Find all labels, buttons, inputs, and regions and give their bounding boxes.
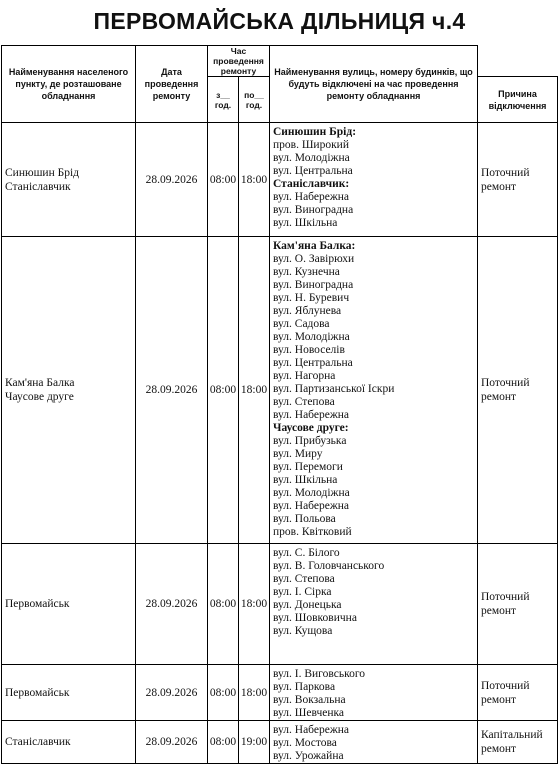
- reason-cell: [478, 544, 558, 665]
- date-cell: 28.09.2026: [136, 665, 208, 721]
- street-item: вул. Набережна: [273, 724, 350, 736]
- header-from: з__ год.: [208, 77, 239, 123]
- to-cell: 18:00: [239, 665, 270, 721]
- locality-heading: Чаусове друге:: [273, 422, 349, 434]
- locality-name: Чаусове друге: [5, 391, 74, 403]
- from-cell: 08:00: [208, 123, 239, 237]
- locality-cell: [2, 237, 136, 544]
- street-item: вул. Вокзальна: [273, 694, 346, 706]
- header-streets: Найменування вулиць, номеру будинків, що будуть відключені на час проведення ремонту обладнання: [270, 46, 478, 123]
- date-cell: 28.09.2026: [136, 123, 208, 237]
- street-item: вул. Нагорна: [273, 370, 336, 382]
- street-item: вул. О. Завірюхи: [273, 253, 355, 265]
- street-item: вул. Виноградна: [273, 204, 354, 216]
- street-item: вул. Виноградна: [273, 279, 354, 291]
- header-reason: Причина відключення: [478, 77, 558, 123]
- locality-name: Станіславчик: [5, 736, 71, 748]
- to-cell: 18:00: [239, 123, 270, 237]
- reason-text: ремонт: [481, 693, 517, 706]
- streets-cell: [270, 544, 478, 665]
- street-item: вул. Шкільна: [273, 217, 338, 229]
- outage-table: [1, 45, 558, 764]
- reason-text: Поточний: [481, 377, 530, 389]
- reason-text: Капітальний: [481, 729, 543, 741]
- reason-text: ремонт: [481, 743, 517, 755]
- header-reason-empty: [478, 46, 558, 77]
- street-item: вул. Садова: [273, 318, 330, 330]
- locality-name: Кам'яна Балка: [5, 377, 75, 389]
- street-item: вул. І. Виговського: [273, 668, 365, 680]
- street-item: вул. Польова: [273, 513, 336, 525]
- locality-heading: Станіславчик:: [273, 178, 350, 190]
- locality-cell: [2, 665, 136, 721]
- street-item: вул. Донецька: [273, 599, 342, 611]
- streets-cell: [270, 721, 478, 764]
- street-item: вул. В. Головчанського: [273, 560, 385, 572]
- reason-text: ремонт: [481, 391, 517, 403]
- date-cell: 28.09.2026: [136, 237, 208, 544]
- header-time: Час проведення ремонту: [208, 46, 270, 77]
- reason-cell: [478, 721, 558, 764]
- street-item: вул. Степова: [273, 573, 335, 585]
- reason-text: ремонт: [481, 180, 517, 193]
- street-item: вул. Н. Буревич: [273, 292, 350, 304]
- table-row: [2, 665, 558, 721]
- street-item: вул. Мостова: [273, 737, 337, 749]
- locality-name: Первомайськ: [5, 686, 70, 699]
- locality-cell: [2, 544, 136, 665]
- from-cell: 08:00: [208, 721, 239, 764]
- from-cell: 08:00: [208, 665, 239, 721]
- from-cell: 08:00: [208, 544, 239, 665]
- date-cell: 28.09.2026: [136, 544, 208, 665]
- page-title: ПЕРВОМАЙСЬКА ДІЛЬНИЦЯ ч.4: [93, 8, 466, 34]
- reason-cell: [478, 665, 558, 721]
- street-item: вул. І. Сірка: [273, 586, 332, 598]
- locality-name: Синюшин Брід: [5, 166, 80, 179]
- reason-text: ремонт: [481, 605, 517, 617]
- locality-cell: [2, 123, 136, 237]
- reason-cell: [478, 123, 558, 237]
- reason-cell: [478, 237, 558, 544]
- street-item: вул. Кущова: [273, 625, 333, 637]
- date-cell: 28.09.2026: [136, 721, 208, 764]
- street-item: вул. С. Білого: [273, 547, 340, 559]
- street-item: вул. Паркова: [273, 681, 336, 693]
- street-item: вул. Новоселів: [273, 344, 345, 356]
- street-item: вул. Набережна: [273, 500, 350, 512]
- street-item: вул. Центральна: [273, 165, 353, 177]
- street-item: вул. Центральна: [273, 357, 353, 369]
- streets-cell: [270, 665, 478, 721]
- to-cell: 18:00: [239, 237, 270, 544]
- header-to: по__ год.: [239, 77, 270, 123]
- locality-heading: Синюшин Брід:: [273, 126, 357, 138]
- street-item: вул. Степова: [273, 396, 335, 408]
- table-row: [2, 721, 558, 764]
- header-date: Дата проведення ремонту: [136, 46, 208, 123]
- table-row: [2, 237, 558, 544]
- street-item: вул. Набережна: [273, 191, 350, 203]
- street-item: вул. Миру: [273, 448, 323, 460]
- streets-cell: [270, 237, 478, 544]
- reason-text: Поточний: [481, 679, 530, 692]
- header-locality: Найменування населеного пункту, де розташоване обладнання: [2, 46, 136, 123]
- locality-name: Станіславчик: [5, 180, 71, 193]
- reason-text: Поточний: [481, 166, 530, 179]
- streets-cell: [270, 123, 478, 237]
- street-item: вул. Партизанської Іскри: [273, 383, 395, 395]
- table-row: [2, 123, 558, 237]
- street-item: вул. Набережна: [273, 409, 350, 421]
- street-item: пров. Квітковий: [273, 526, 352, 538]
- street-item: вул. Молодіжна: [273, 152, 350, 164]
- locality-cell: [2, 721, 136, 764]
- locality-heading: Кам'яна Балка:: [273, 240, 356, 252]
- table-row: [2, 544, 558, 665]
- street-item: вул. Урожайна: [273, 750, 344, 762]
- street-item: вул. Шевченка: [273, 707, 345, 719]
- street-item: пров. Широкий: [273, 139, 349, 151]
- to-cell: 18:00: [239, 544, 270, 665]
- reason-text: Поточний: [481, 591, 530, 603]
- street-item: вул. Перемоги: [273, 461, 343, 473]
- street-item: вул. Яблунева: [273, 305, 342, 317]
- street-item: вул. Молодіжна: [273, 331, 350, 343]
- street-item: вул. Прибузька: [273, 435, 347, 447]
- street-item: вул. Молодіжна: [273, 487, 350, 499]
- locality-name: Первомайськ: [5, 598, 70, 610]
- from-cell: 08:00: [208, 237, 239, 544]
- street-item: вул. Кузнечна: [273, 266, 340, 278]
- street-item: вул. Шовковична: [273, 612, 357, 624]
- street-item: вул. Шкільна: [273, 474, 338, 486]
- to-cell: 19:00: [239, 721, 270, 764]
